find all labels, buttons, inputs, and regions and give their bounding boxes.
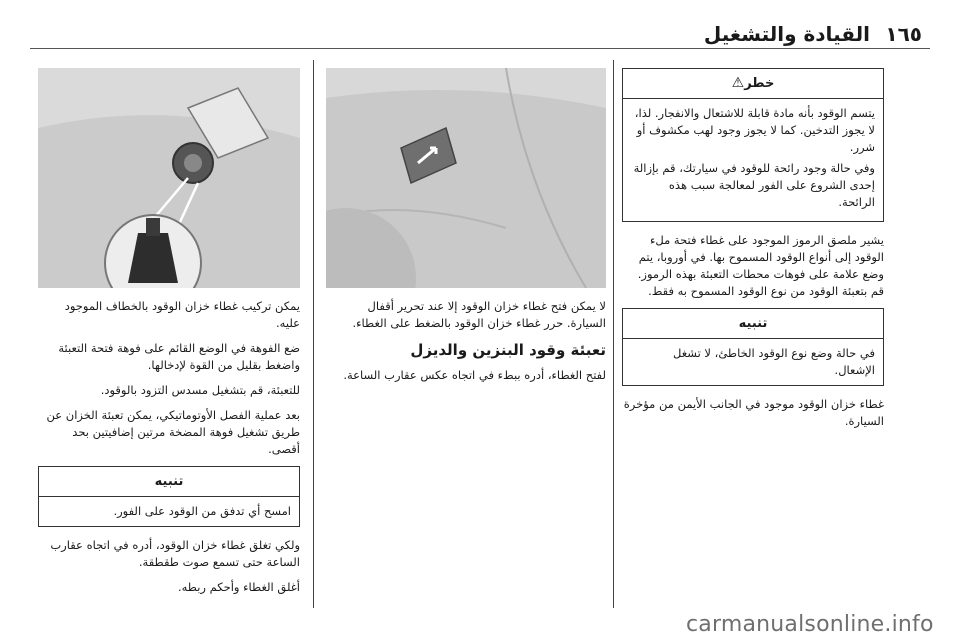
nozzle-operate-paragraph: للتعبئة، قم بتشغيل مسدس التزود بالوقود.	[100, 383, 300, 397]
section-title: القيادة والتشغيل	[703, 22, 870, 46]
cap-hook-paragraph: يمكن تركيب غطاء خزان الوقود بالخطاف الموجود عليه.	[64, 299, 300, 330]
danger-box-body	[623, 99, 883, 221]
watermark-text: carmanualsonline.info	[686, 612, 934, 637]
fuel-door-photo	[326, 68, 606, 288]
auto-cutoff-paragraph: بعد عملية الفصل الأوتوماتيكي، يمكن تعبئة الخزان عن طريق تشغيل فوهة المضخة مرتين إضافيتين بحد أقصى.	[46, 408, 300, 456]
note-box-left-title: تنبيه	[39, 467, 299, 497]
page-header	[0, 18, 960, 48]
right-column	[622, 60, 884, 438]
fuel-label-paragraph: يشير ملصق الرموز الموجود على غطاء فتحة ملء الوقود إلى أنواع الوقود المسموح بها. في أوروبا، يتم وضع علامة على فوهات محطات التعبئة بهذه الرموز. قم بتعبئة الوقود من نوع الوقود المسموح به فقط.	[637, 233, 884, 298]
nozzle-insert-paragraph: ضع الفوهة في الوضع القائم على فوهة فتحة التعبئة واضغط بقليل من القوة لإدخالها.	[58, 341, 300, 372]
fuel-door-release-paragraph: لا يمكن فتح غطاء خزان الوقود إلا عند تحرير أقفال السيارة. حرر غطاء خزان الوقود بالضغط على الغطاء.	[352, 299, 606, 330]
fuel-nozzle-photo	[38, 68, 300, 288]
fuel-cap-location-paragraph: غطاء خزان الوقود موجود في الجانب الأيمن من مؤخرة السيارة.	[623, 397, 884, 428]
page-number: ١٦٥	[885, 22, 922, 46]
danger-box-title	[623, 69, 883, 99]
note-box-right-title: تنبيه	[623, 309, 883, 339]
danger-label: خطر	[744, 76, 775, 91]
warning-triangle-icon: ⚠	[731, 75, 745, 91]
danger-paragraph-2: وفي حالة وجود رائحة للوقود في سيارتك، قم بإزالة إحدى الشروع على الفور لمعالجة سبب هذه الرائحة.	[633, 161, 875, 209]
column-divider-right	[613, 60, 614, 608]
note-box-right	[622, 308, 884, 386]
note-box-left-body: امسح أي تدفق من الوقود على الفور.	[113, 504, 291, 518]
header-rule	[30, 48, 930, 49]
danger-paragraph-1: يتسم الوقود بأنه مادة قابلة للاشتعال والانفجار. لذا، لا يجوز التدخين. كما لا يجوز وجود لهب مكشوف أو شرر.	[634, 106, 875, 154]
close-cap-paragraph: ولكي تغلق غطاء خزان الوقود، أدره في اتجاه عقارب الساعة حتى تسمع صوت طقطقة.	[50, 538, 300, 569]
danger-box	[622, 68, 884, 222]
column-divider-left	[313, 60, 314, 608]
open-cap-paragraph: لفتح الغطاء، أدره ببطء في اتجاه عكس عقارب الساعة.	[343, 368, 606, 382]
refuelling-heading: تعبئة وقود البنزين والديزل	[410, 341, 606, 359]
close-door-paragraph: أغلق الغطاء وأحكم ربطه.	[177, 580, 300, 594]
left-column	[38, 60, 300, 604]
note-box-left	[38, 466, 300, 527]
middle-column	[326, 60, 606, 392]
note-box-right-body: في حالة وضع نوع الوقود الخاطئ، لا تشغل الإشعال.	[673, 346, 875, 377]
